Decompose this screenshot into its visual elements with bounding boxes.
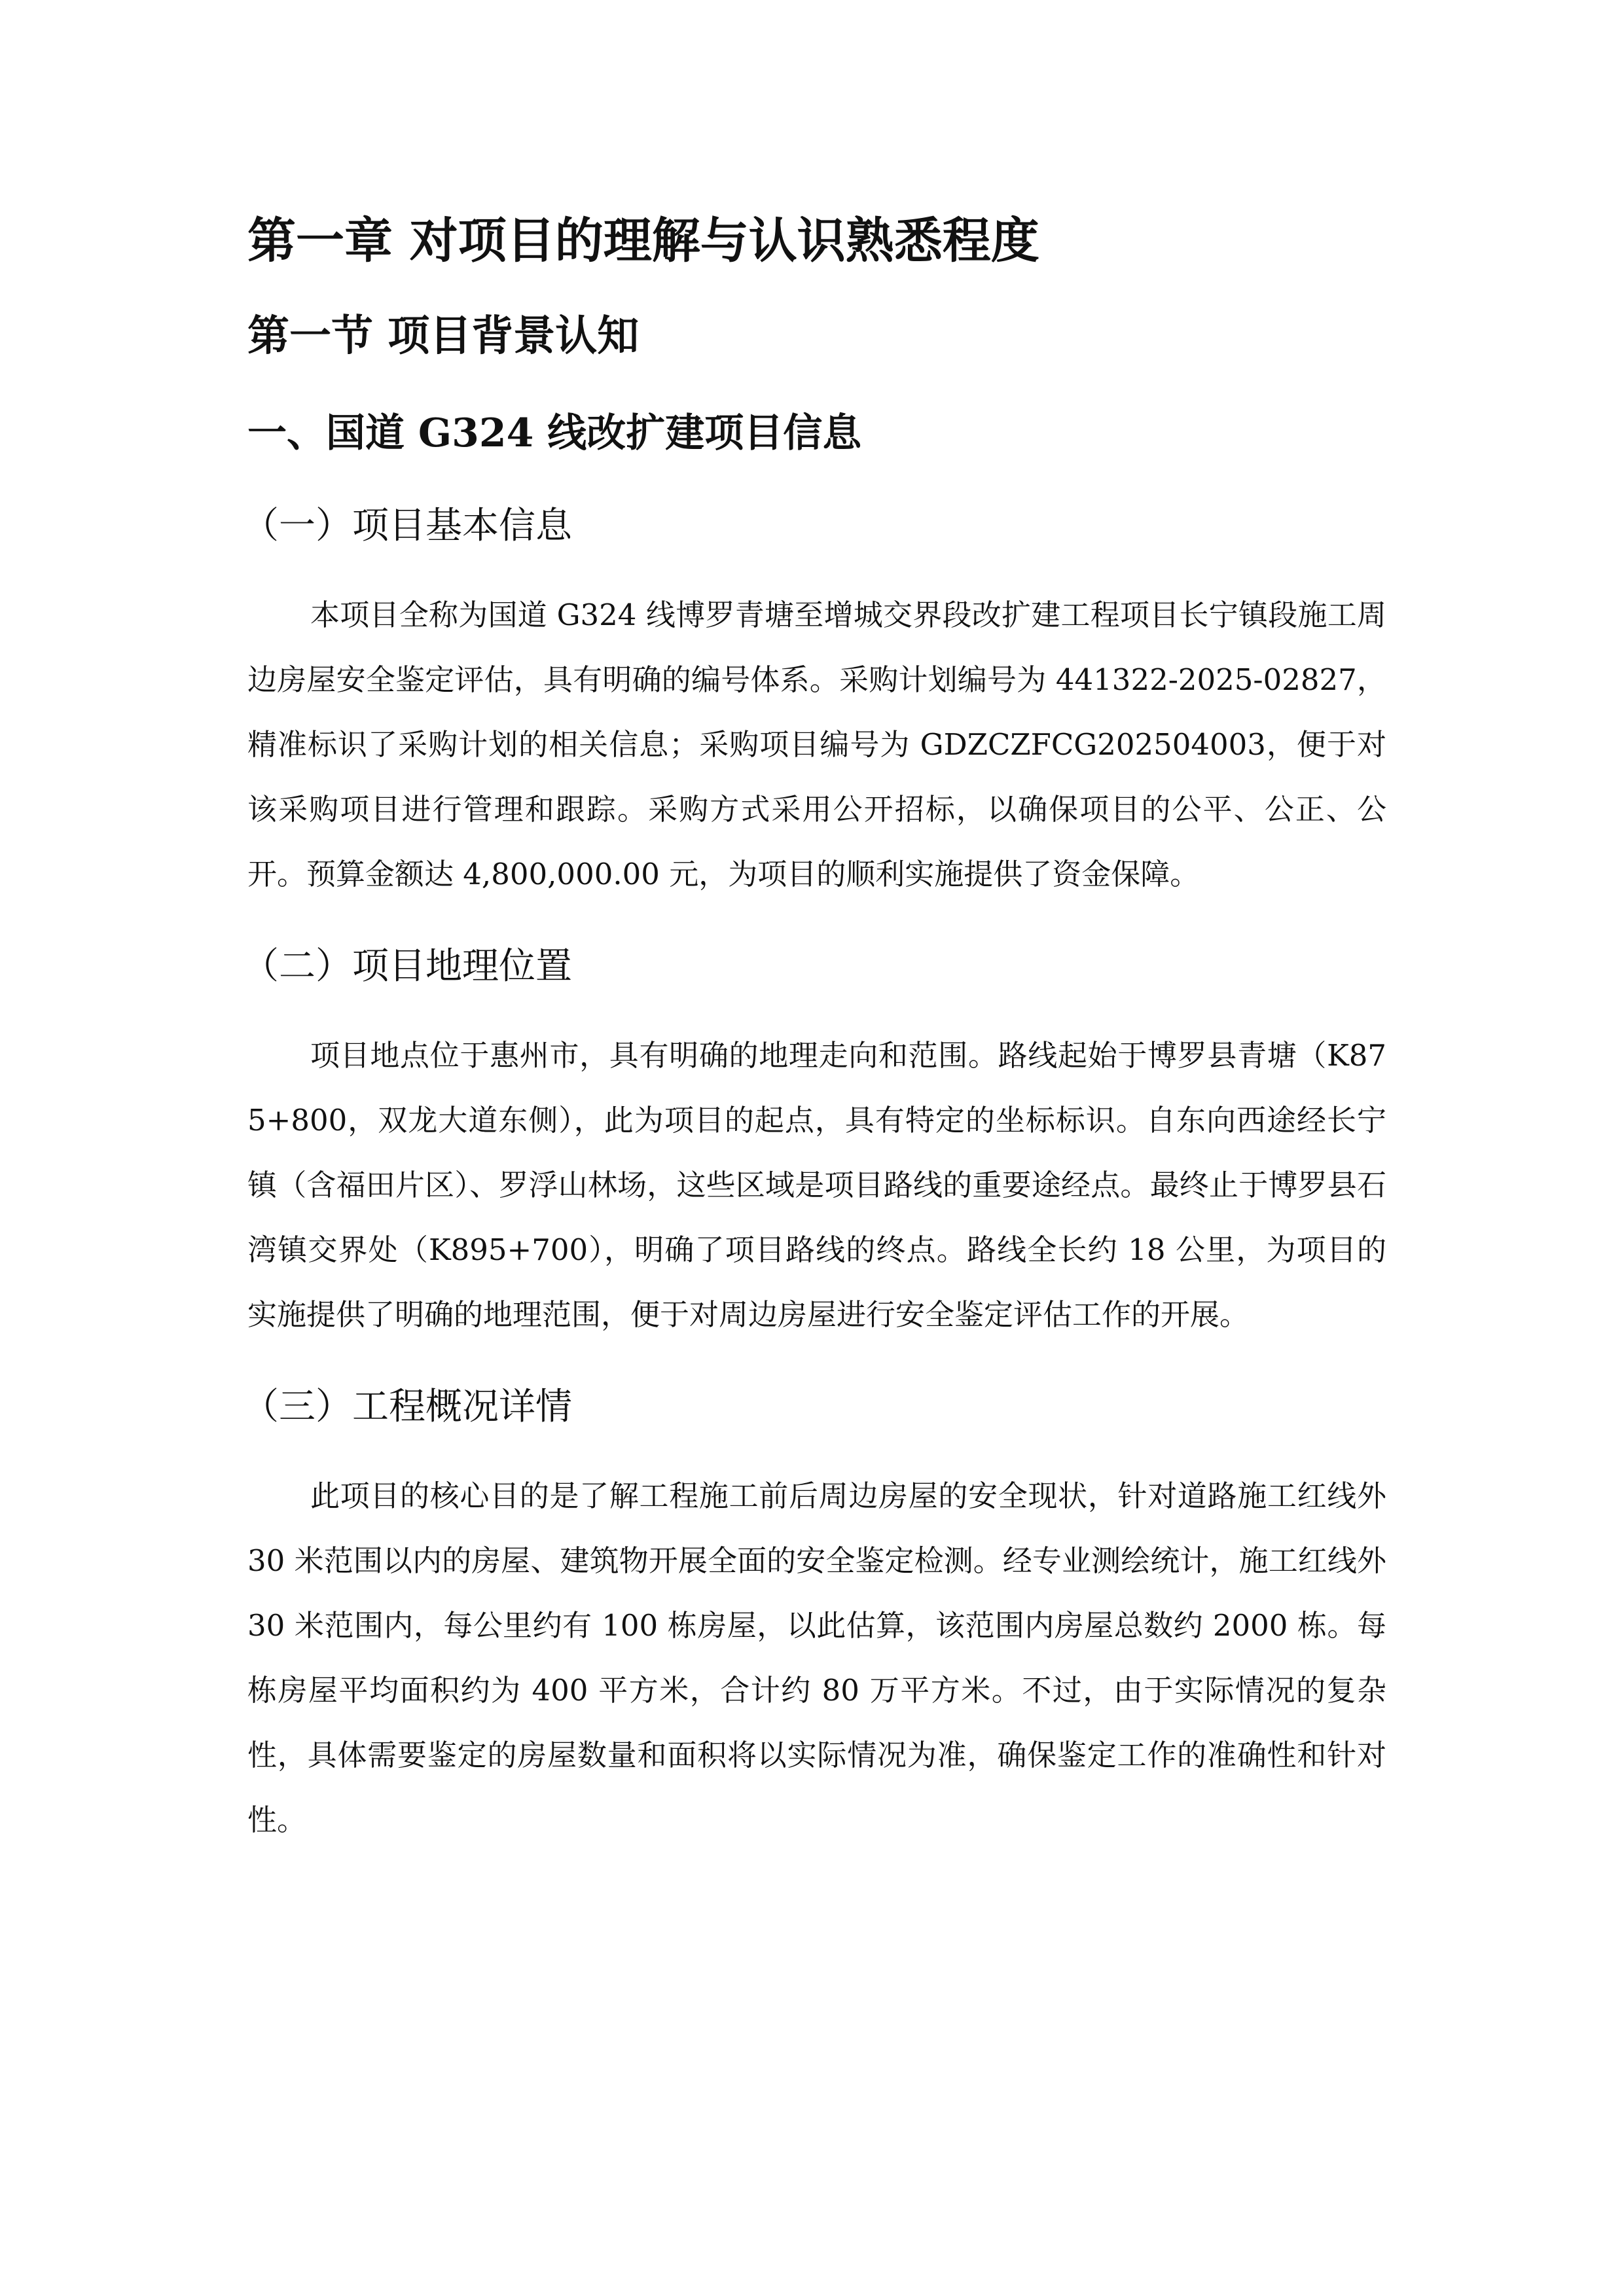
document-body (242, 208, 1386, 1852)
part-heading-overview: （三）工程概况详情 (242, 1386, 572, 1428)
part-heading-basic-info: （一）项目基本信息 (242, 505, 572, 547)
paragraph-location: 项目地点位于惠州市，具有明确的地理走向和范围。路线起始于博罗县青塘（K875+800，双龙大道东侧），此为项目的起点，具有特定的坐标标识。自东向西途经长宁镇（含福田片区）、罗浮山林场，这些区域是项目路线的重要途经点。最终止于博罗县石湾镇交界处（K895+700），明确了项目路线的终点。路线全长约 18 公里，为项目的实施提供了明确的地理范围，便于对周边房屋进行安全鉴定评估工作的开展。 (247, 1038, 1386, 1332)
section-title: 第一节 项目背景认知 (247, 312, 640, 361)
subsection-title: 一、国道 G324 线改扩建项目信息 (247, 410, 862, 456)
paragraph-basic-info: 本项目全称为国道 G324 线博罗青塘至增城交界段改扩建工程项目长宁镇段施工周边房屋安全鉴定评估，具有明确的编号体系。采购计划编号为 441322-2025-02827，精准标识了采购计划的相关信息；采购项目编号为 GDZCZFCG202504003，便于对该采购项目进行管理和跟踪。采购方式采用公开招标，以确保项目的公平、公正、公开。预算金额达 4,800,000.00 元，为项目的顺利实施提供了资金保障。 (247, 598, 1386, 891)
paragraph-overview: 此项目的核心目的是了解工程施工前后周边房屋的安全现状，针对道路施工红线外 30 米范围以内的房屋、建筑物开展全面的安全鉴定检测。经专业测绘统计，施工红线外 30 米范围内，每公里约有 100 栋房屋，以此估算，该范围内房屋总数约 2000 栋。每栋房屋平均面积约为 400 平方米，合计约 80 万平方米。不过，由于实际情况的复杂性，具体需要鉴定的房屋数量和面积将以实际情况为准，确保鉴定工作的准确性和针对性。 (247, 1479, 1386, 1837)
part-heading-location: （二）项目地理位置 (242, 945, 572, 988)
chapter-title: 第一章 对项目的理解与认识熟悉程度 (247, 213, 1039, 269)
